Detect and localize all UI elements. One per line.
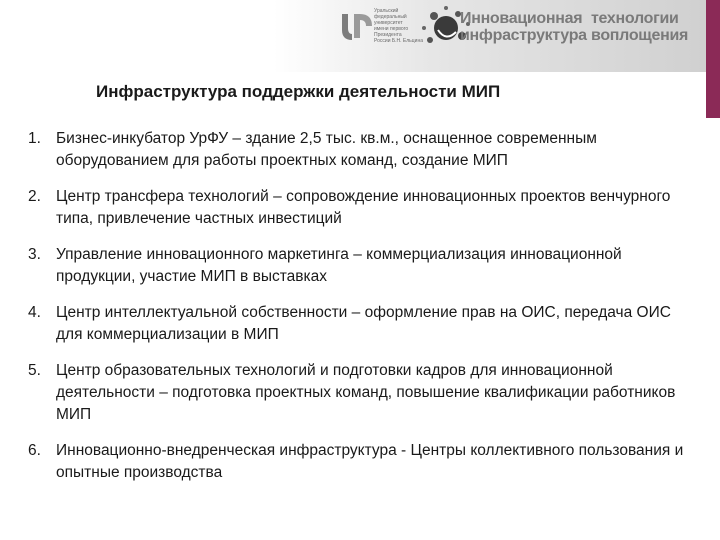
accent-bar xyxy=(706,0,720,118)
list-item-text: Центр трансфера технологий – сопровождение инновационных проектов венчурного типа, привлечение частных инвестиций xyxy=(56,188,671,227)
list-item-number: 4. xyxy=(28,304,41,321)
list-item-text: Бизнес-инкубатор УрФУ – здание 2,5 тыс. кв.м., оснащенное современным оборудованием для работы проектных команд, создание МИП xyxy=(56,130,597,169)
list-item-text: Инновационно-внедренческая инфраструктура - Центры коллективного пользования и опытные производства xyxy=(56,442,684,481)
list-item-text: Управление инновационного маркетинга – коммерциализация инновационной продукции, участие МИП в выставках xyxy=(56,246,622,285)
list-item-number: 1. xyxy=(28,130,41,147)
slide-title: Инфраструктура поддержки деятельности МИП xyxy=(96,82,501,101)
logo-text-innovation: Инновационная инфраструктура xyxy=(460,10,587,44)
urfu-caption: Уральский федеральный университет имени первого Президента России Б.Н. Ельцина xyxy=(374,8,423,44)
list-item-number: 2. xyxy=(28,188,41,205)
list-item xyxy=(28,440,696,484)
list-item xyxy=(28,244,696,288)
list-item-number: 5. xyxy=(28,362,41,379)
header-logos xyxy=(338,2,708,54)
list-item-text: Центр интеллектуальной собственности – оформление прав на ОИС, передача ОИС для коммерциализации в МИП xyxy=(56,304,671,343)
list-item xyxy=(28,360,696,426)
list-item xyxy=(28,186,696,230)
urfu-logo-icon xyxy=(338,8,378,44)
infrastructure-list xyxy=(28,128,696,484)
logo-text-technologies: технологии воплощения xyxy=(591,10,689,44)
list-item-number: 6. xyxy=(28,442,41,459)
list-item-text: Центр образовательных технологий и подготовки кадров для инновационной деятельности – подготовка проектных команд, повышение квалификации работников МИП xyxy=(56,362,676,423)
list-item-number: 3. xyxy=(28,246,41,263)
list-item xyxy=(28,302,696,346)
list-item xyxy=(28,128,696,172)
